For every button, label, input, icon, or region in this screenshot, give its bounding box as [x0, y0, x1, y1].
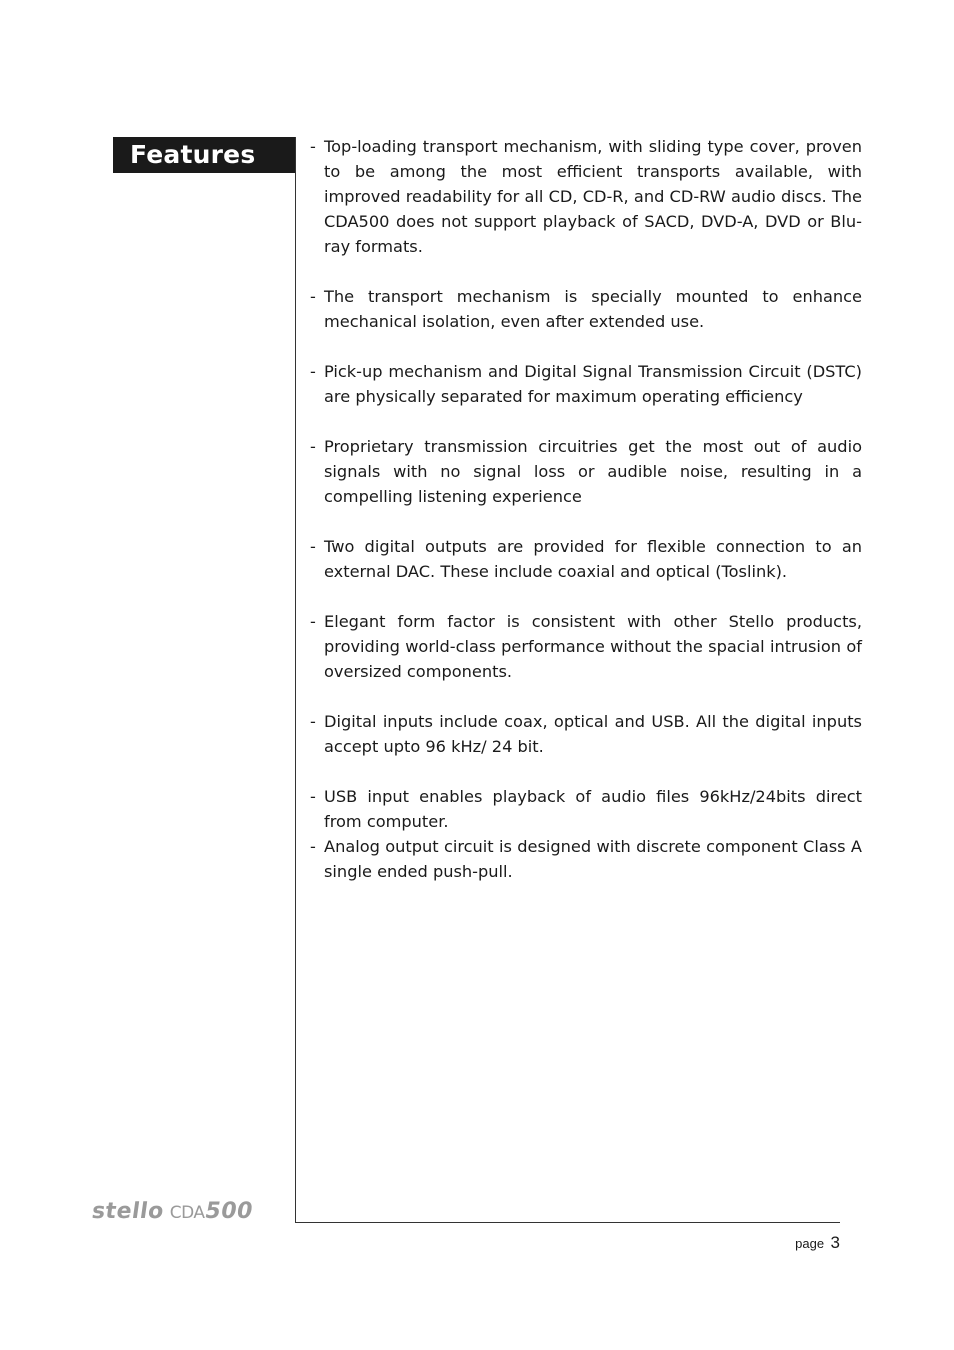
vertical-rule — [295, 137, 296, 1223]
feature-text: Proprietary transmission circuitries get the most out of audio signals with no signal loss or audible noise, resulting in a compelling listening experience — [324, 437, 862, 506]
feature-item — [310, 359, 862, 409]
feature-text: USB input enables playback of audio files 96kHz/24bits direct from computer. — [324, 787, 862, 831]
feature-text: Pick-up mechanism and Digital Signal Transmission Circuit (DSTC) are physically separated for maximum operating efficiency — [324, 362, 862, 406]
bullet-dash: - — [310, 837, 316, 856]
stello-logo — [92, 1199, 253, 1229]
feature-item — [310, 709, 862, 759]
bullet-dash: - — [310, 362, 316, 381]
bullet-dash: - — [310, 787, 316, 806]
feature-list — [310, 134, 862, 884]
bullet-dash: - — [310, 537, 316, 556]
feature-item — [310, 784, 862, 834]
feature-item — [310, 834, 862, 884]
feature-text: Digital inputs include coax, optical and USB. All the digital inputs accept upto 96 kHz/ 24 bit. — [324, 712, 862, 756]
feature-text: Analog output circuit is designed with discrete component Class A single ended push-pull. — [324, 837, 862, 881]
bullet-dash: - — [310, 712, 316, 731]
logo-model: CDA — [169, 1203, 205, 1223]
page-number-block — [795, 1233, 840, 1253]
page-label: page — [795, 1236, 825, 1251]
bullet-dash: - — [310, 612, 316, 631]
logo-brand: stello — [90, 1199, 166, 1224]
feature-text: Top-loading transport mechanism, with sliding type cover, proven to be among the most efficient transports available, with improved readability for all CD, CD-R, and CD-RW audio discs. The CDA500 does not support playback of SACD, DVD-A, DVD or Blu-ray formats. — [324, 137, 862, 256]
page-number: 3 — [830, 1233, 840, 1252]
bullet-dash: - — [310, 137, 316, 156]
horizontal-rule — [295, 1222, 840, 1223]
feature-text: Two digital outputs are provided for flexible connection to an external DAC. These include coaxial and optical (Toslink). — [324, 537, 862, 581]
feature-item — [310, 534, 862, 584]
section-header — [113, 137, 296, 173]
feature-item — [310, 284, 862, 334]
logo-number: 500 — [205, 1199, 253, 1224]
feature-text: Elegant form factor is consistent with other Stello products, providing world-class performance without the spacial intrusion of oversized components. — [324, 612, 862, 681]
feature-item — [310, 434, 862, 509]
feature-text: The transport mechanism is specially mounted to enhance mechanical isolation, even after extended use. — [324, 287, 862, 331]
bullet-dash: - — [310, 287, 316, 306]
section-title: Features — [130, 140, 256, 169]
feature-item — [310, 134, 862, 259]
bullet-dash: - — [310, 437, 316, 456]
feature-item — [310, 609, 862, 684]
